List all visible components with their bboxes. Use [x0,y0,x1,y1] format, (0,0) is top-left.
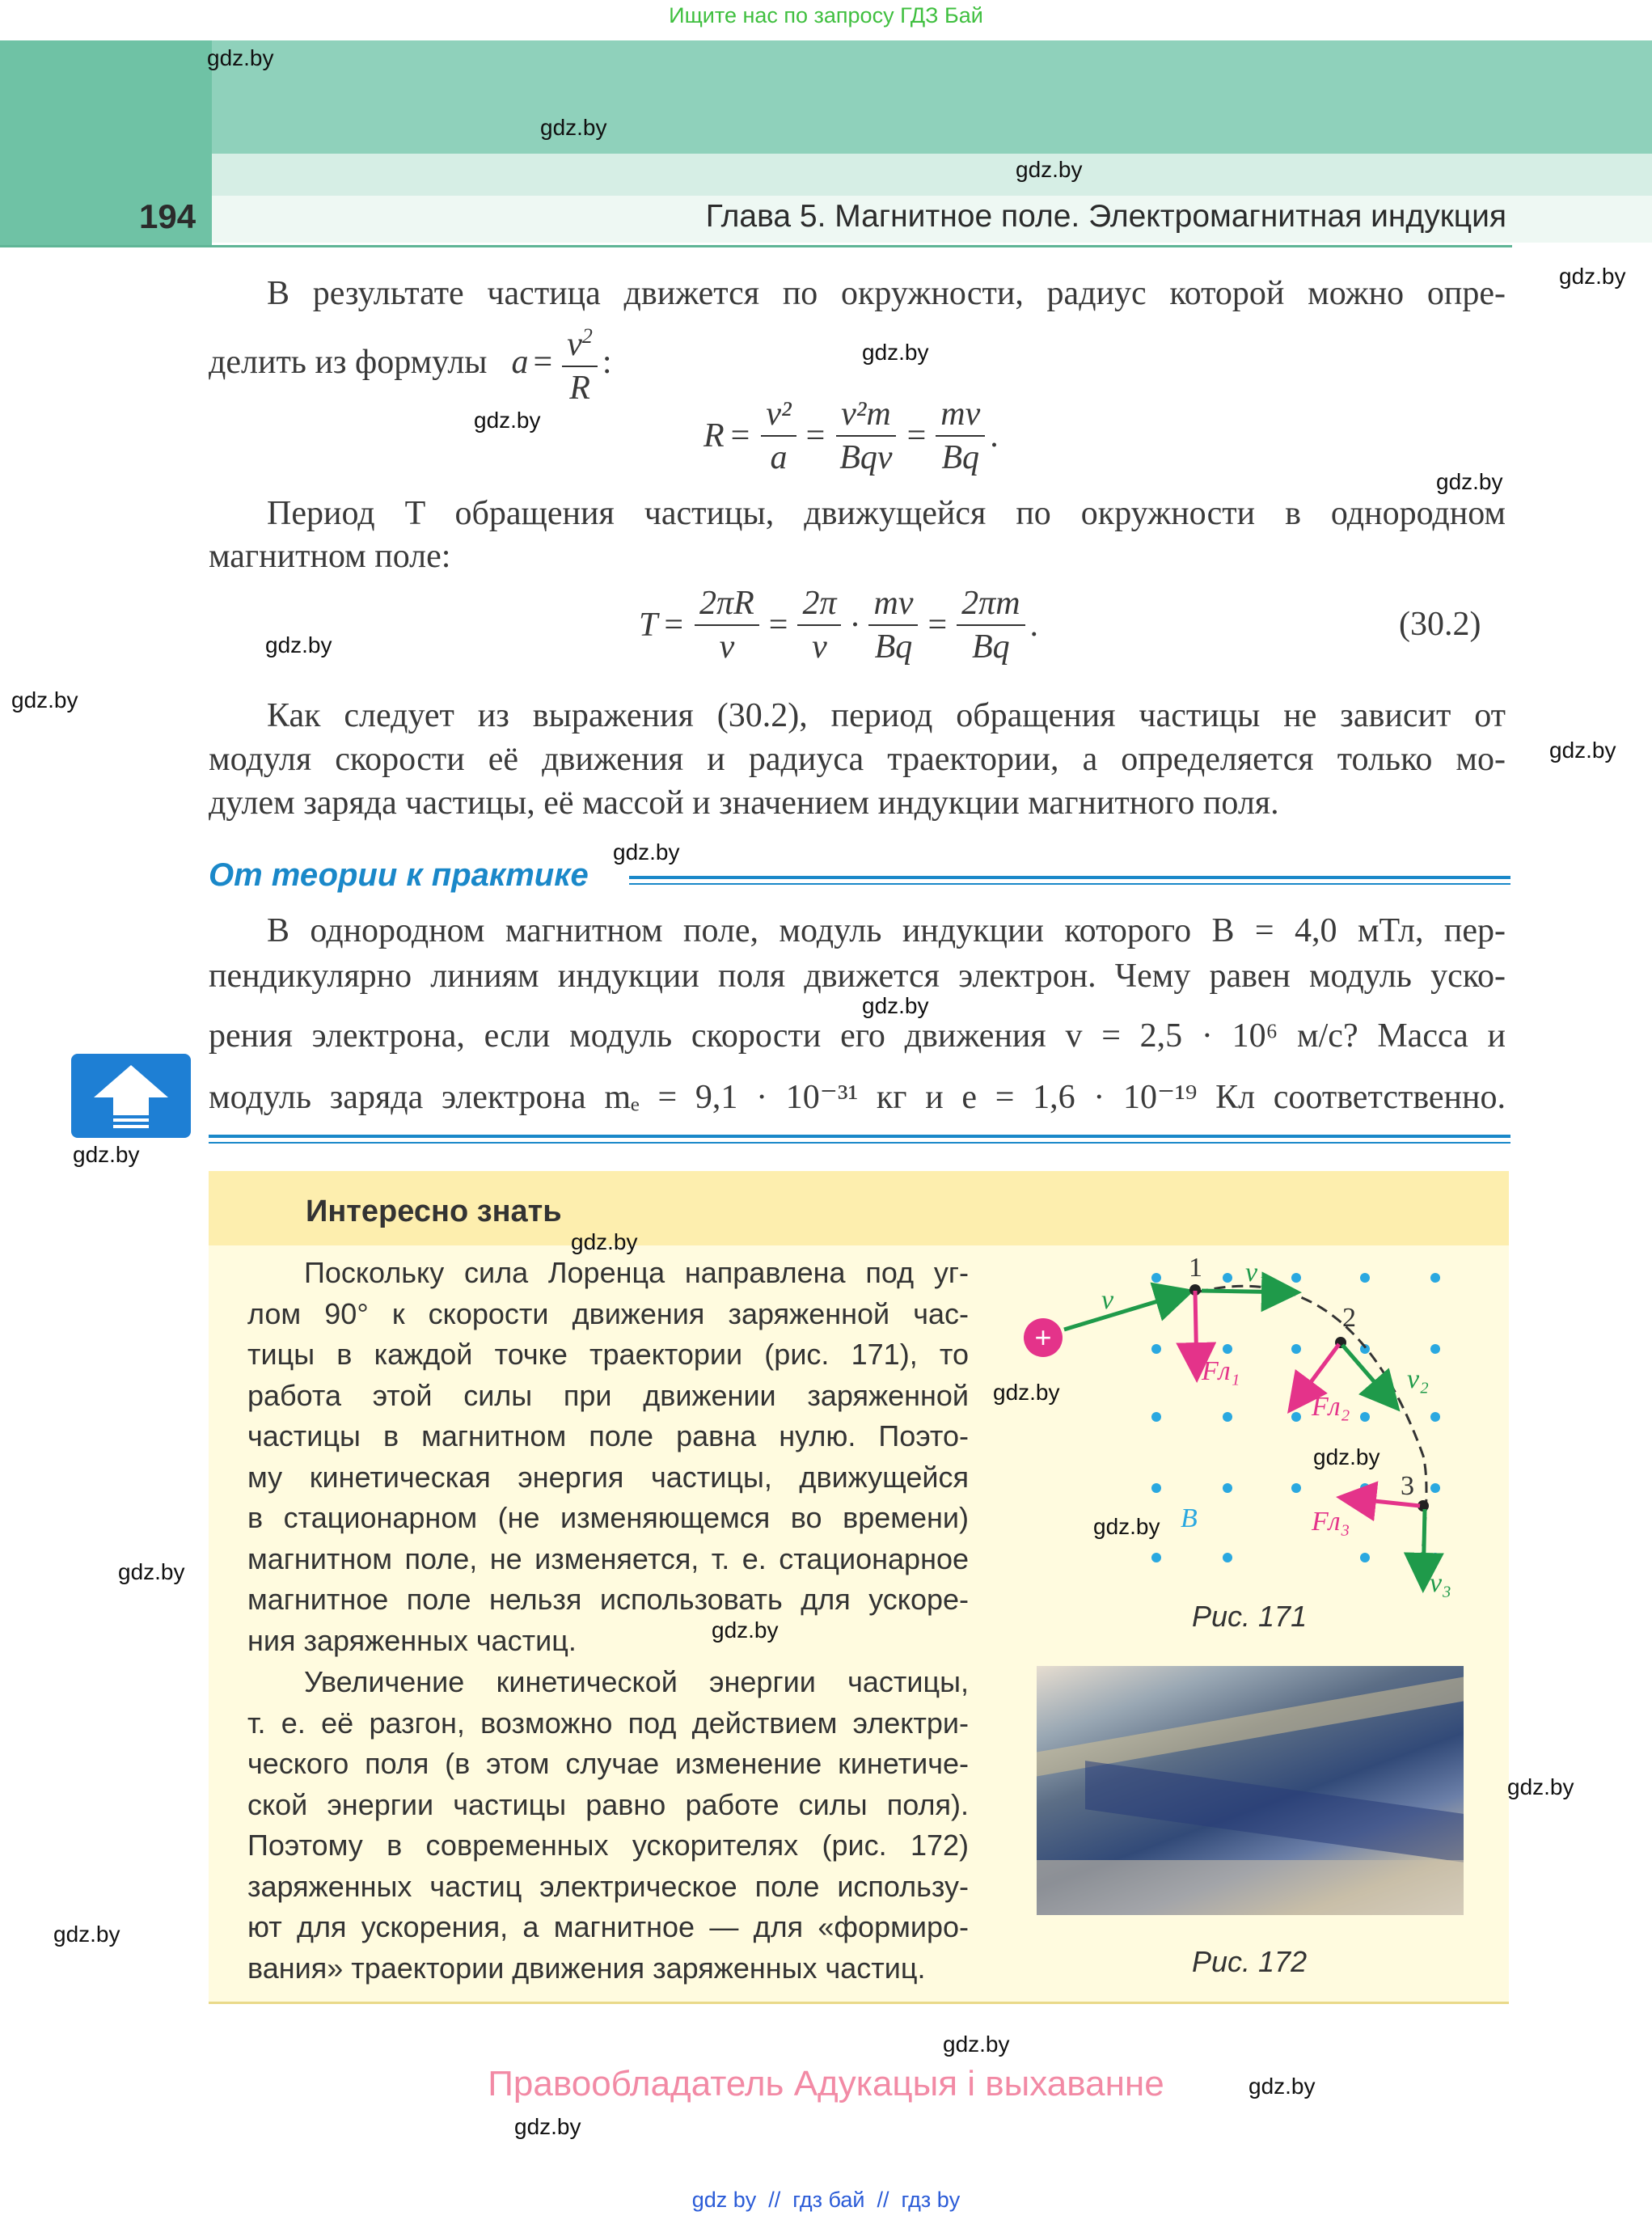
interesting-text-line: ской энергии частицы равно работе силы поля). [247,1787,969,1821]
label-point-1: 1 [1189,1253,1202,1283]
watermark: gdz.by [862,340,929,365]
watermark: gdz.by [514,2114,581,2139]
interesting-text-line: Увеличение кинетической энергии частицы, [304,1665,969,1698]
practice-line-1: В однородном магнитном поле, модуль индукции которого B = 4,0 мТл, пер- [267,912,1506,949]
header-band [0,40,1652,247]
interesting-text-line: ния заряженных частиц. [247,1623,577,1657]
interesting-text-line: магнитное поле нельзя использовать для ускоре- [247,1583,969,1616]
watermark: gdz.by [474,408,541,433]
equation-radius: R = $\frac{\text{v²}}{a}$ = $\frac{\text{v²m}}{\text{Bqv}}$ = $\frac{mv}{Bq}$ . [703,393,999,479]
svg-text:+: + [1034,1321,1052,1354]
interesting-text-line: ют для ускорения, а магнитное — для «формиро- [247,1910,969,1943]
header-bottom-rule [0,245,1512,247]
watermark: gdz.by [1559,264,1626,289]
practice-bottom-rule [209,1135,1510,1138]
practice-bottom-rule-2 [209,1142,1510,1144]
footer-links[interactable]: gdz by // гдз бай // гдз by [691,2188,961,2212]
copyright-notice: Правообладатель Адукацыя і выхаванне [488,2064,1164,2103]
lorentz-force-diagram [1011,1245,1480,1617]
up-arrow-icon [71,1054,191,1138]
label-point-2: 2 [1342,1303,1356,1333]
watermark: gdz.by [1016,157,1083,182]
figure-171 [1011,1245,1480,1617]
formula-line-1: делить из формулы a = $\frac{v^2}{R}$ : [209,315,612,409]
label-B: B [1181,1503,1198,1533]
watermark: gdz.by [571,1229,638,1254]
watermark: gdz.by [1436,469,1503,494]
interesting-text-line: заряженных частиц электрическое поле использу- [247,1869,969,1903]
watermark: gdz.by [1313,1444,1380,1469]
watermark: gdz.by [540,115,607,140]
interesting-text-line: лом 90° к скорости движения заряженной час- [247,1296,969,1330]
watermark: gdz.by [1549,738,1616,763]
paragraph-1-line-2: делить из формулы [209,344,488,381]
watermark: gdz.by [712,1617,779,1643]
interesting-text-line: магнитном поле, не изменяется, т. е. стационарное [247,1541,969,1575]
chapter-title: Глава 5. Магнитное поле. Электромагнитная индукция [705,199,1506,234]
label-F2: Fл₂ [1312,1392,1350,1422]
watermark: gdz.by [1093,1514,1160,1539]
page-number: 194 [139,197,196,235]
interesting-text-line: т. е. её разгон, возможно под действием электри- [247,1706,969,1740]
paragraph-1-line-1: В результате частица движется по окружности, радиус которой можно опре- [267,275,1506,312]
figure-171-caption: Рис. 171 [1192,1600,1308,1633]
label-v: v [1101,1285,1114,1315]
watermark: gdz.by [1249,2074,1316,2099]
label-v3: v₃ [1430,1568,1451,1598]
interesting-text-line: в стационарном (не изменяющемся во времени) [247,1501,969,1534]
practice-title-rule-2 [629,883,1510,885]
interesting-title: Интересно знать [306,1194,562,1228]
header-right-block [212,40,1652,154]
label-F1: Fл₁ [1202,1356,1240,1386]
watermark: gdz.by [11,687,78,712]
paragraph-3-line-3: дулем заряда частицы, её массой и значением индукции магнитного поля. [209,784,1279,822]
watermark: gdz.by [265,632,332,657]
interesting-text-line: Поэтому в современных ускорителях (рис. 172) [247,1829,969,1862]
label-F3: Fл₃ [1312,1507,1350,1537]
interesting-text-line: тицы в каждой точке траектории (рис. 171), то [247,1338,969,1371]
watermark: gdz.by [1507,1774,1574,1799]
label-v2: v₂ [1407,1364,1429,1394]
paragraph-3-line-2: модуля скорости её движения и радиуса траектории, а определяется только мо- [209,741,1506,778]
watermark: gdz.by [613,839,680,865]
practice-title-rule [629,876,1510,879]
interesting-text-line: вания» траектории движения заряженных частиц. [247,1951,926,1985]
watermark: gdz.by [73,1142,140,1167]
watermark: gdz.by [943,2032,1010,2057]
interesting-text-line: частицы в магнитном поле равна нулю. Поэто- [247,1419,969,1452]
watermark: gdz.by [53,1922,120,1947]
label-point-3: 3 [1401,1471,1414,1501]
label-v1: v₁ [1245,1258,1267,1287]
interesting-text-line: ческого поля (в этом случае изменение кинетиче- [247,1747,969,1780]
watermark: gdz.by [862,993,929,1018]
practice-line-3: рения электрона, если модуль скорости его движения v = 2,5 · 10⁶ м/с? Масса и [209,1017,1506,1055]
figure-172-caption: Рис. 172 [1192,1945,1308,1978]
accelerator-photo [1037,1666,1464,1915]
paragraph-2-line-2: магнитном поле: [209,538,451,575]
interesting-bottom-rule [209,2002,1509,2004]
scroll-up-icon[interactable] [71,1054,191,1138]
equation-period: T = $\frac{2\pi R}{v}$ = $\frac{2\pi}{v}$ · $\frac{mv}{Bq}$ = $\frac{2\pi m}{Bq}$ . [639,582,1038,668]
watermark: gdz.by [207,45,274,70]
paragraph-3-line-1: Как следует из выражения (30.2), период обращения частицы не зависит от [267,697,1506,734]
practice-line-2: пендикулярно линиям индукции поля движется электрон. Чему равен модуль уско- [209,958,1506,995]
interesting-text-line: работа этой силы при движении заряженной [247,1378,969,1412]
interesting-text-line: Поскольку сила Лоренца направлена под уг- [304,1256,969,1289]
paragraph-2-line-1: Период T обращения частицы, движущейся по окружности в однородном [267,495,1506,532]
equation-number: (30.2) [1399,606,1481,643]
practice-title: От теории к практике [209,857,589,893]
practice-line-4: модуль заряда электрона mₑ = 9,1 · 10⁻³¹ кг и e = 1,6 · 10⁻¹⁹ Кл соответственно. [209,1079,1506,1116]
top-banner[interactable]: Ищите нас по запросу ГДЗ Бай [669,3,983,27]
interesting-text-line: му кинетическая энергия частицы, движущейся [247,1460,969,1494]
watermark: gdz.by [993,1380,1060,1405]
watermark: gdz.by [118,1559,185,1584]
